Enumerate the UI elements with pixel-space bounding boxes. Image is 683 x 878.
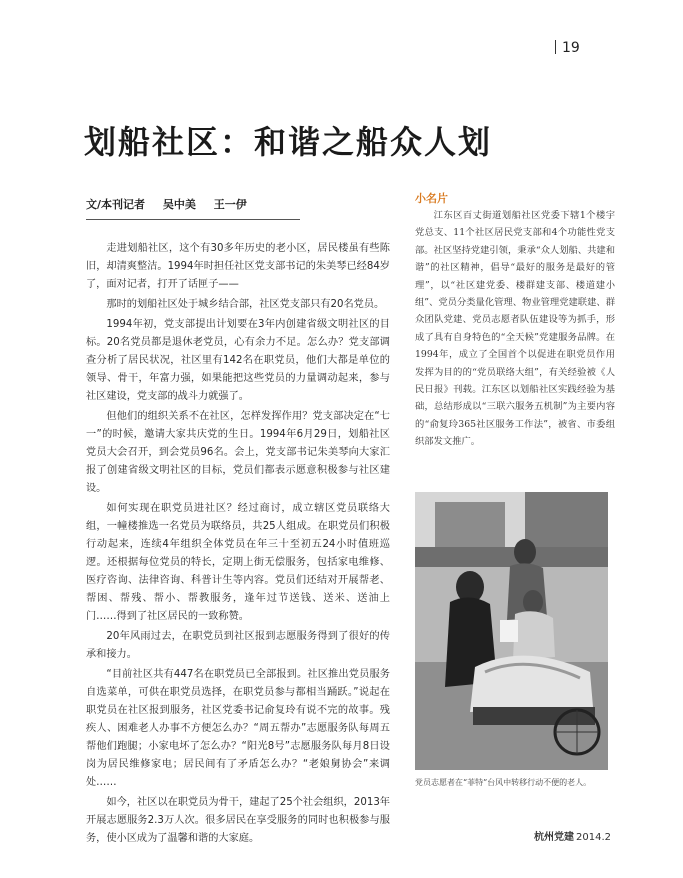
article-paragraph: “目前社区共有447名在职党员已全部报到。社区推出党员服务自选菜单，可供在职党员选择，在职党员参与都相当踊跃。”说起在职党员在社区报到服务，社区党委书记俞复玲有说不完的故事。残疾人、困难老人办事不方便怎么办？“周五帮办”志愿服务队每周五帮他们跑腿；小家电坏了怎么办？“阳光8号”志愿服务队每月8日设岗为居民维修家电；居民间有了矛盾怎么办？“老娘舅协会”来调处…… [86, 669, 390, 788]
magazine-brand: 杭州党建 [534, 832, 574, 843]
article-photo [415, 492, 608, 770]
byline-label: 文/本刊记者 [86, 198, 146, 211]
byline-author: 王一伊 [213, 198, 247, 211]
page-number-divider [555, 40, 556, 54]
byline-author: 吴中美 [162, 198, 196, 211]
sidebar-heading: 小名片 [415, 192, 448, 205]
article-paragraph: 1994年初，党支部提出计划要在3年内创建省级文明社区的目标。20名党员都是退休老党员，心有余力不足。怎么办？党支部调查分析了居民状况，社区里有142名在职党员，他们大都是单位的领导、骨干，年富力强，如果能把这些党员的力量调动起来，参与社区建设，党支部的战斗力就强了。 [86, 319, 390, 402]
article-paragraph: 但他们的组织关系不在社区，怎样发挥作用？党支部决定在“七一”的时候，邀请大家共庆党的生日。1994年6月29日，划船社区党员大会召开，到会党员96名。会上，党支部书记朱美琴向大家汇报了创建省级文明社区的目标，党员们都表示愿意积极参与社区建设。 [86, 411, 390, 494]
article-title: 划船社区：和谐之船众人划 [84, 123, 493, 161]
issue-number: 2014.2 [576, 832, 611, 843]
sidebar-body [415, 207, 615, 451]
article-body [86, 240, 390, 850]
article-paragraph: 如今，社区以在职党员为骨干，建起了25个社会组织，2013年开展志愿服务2.3万人次。很多居民在享受服务的同时也积极参与服务，使小区成为了温馨和谐的大家庭。 [86, 797, 390, 844]
byline-rule [86, 219, 300, 220]
article-paragraph: 走进划船社区，这个有30多年历史的老小区，居民楼虽有些陈旧，却清爽整洁。1994年时担任社区党支部书记的朱美琴已经84岁了，面对记者，打开了话匣子—— [86, 243, 390, 290]
photo-caption: 党员志愿者在“菲特”台风中转移行动不便的老人。 [415, 778, 592, 787]
photo-illustration [415, 492, 608, 770]
page-number-text: 19 [562, 40, 580, 56]
footer [534, 828, 611, 843]
article-paragraph: 那时的划船社区处于城乡结合部，社区党支部只有20名党员。 [106, 299, 385, 310]
article-paragraph: 20年风雨过去，在职党员到社区报到志愿服务得到了很好的传承和接力。 [86, 631, 390, 660]
article-paragraph: 如何实现在职党员进社区？经过商讨，成立辖区党员联络大组，一幢楼推选一名党员为联络员，共25人组成。在职党员们积极行动起来，连续4年组织全体党员在年三十至初五24小时值班巡逻。还根据每位党员的特长，定期上街无偿服务，包括家电维修、医疗咨询、法律咨询、科普计生等内容。党员们还结对开展帮老、帮困、帮残、帮小、帮教服务，逢年过节送钱、送米、送油上门……得到了社区居民的一致称赞。 [86, 503, 390, 622]
page-number [555, 40, 580, 56]
sidebar-paragraph: 江东区百丈街道划船社区党委下辖1个楼宇党总支、11个社区居民党支部和4个功能性党支部。社区坚持党建引领，秉承“众人划船、共建和谐”的社区精神，倡导“最好的服务是最好的管理”，以“社区建党委、楼群建支部、楼道建小组”、党员分类量化管理、物业管理党建联建、群众团队党建、党员志愿者队伍建设等为抓手，形成了具有自身特色的“全天候”党建服务品牌。在1994年，成立了全国首个以促进在职党员作用发挥为目的的“党员联络大组”，有关经验被《人民日报》刊载。江东区以划船社区实践经验为基础，总结形成以“三联六服务五机制”为主要内容的“俞复玲365社区服务工作法”，被省、市委组织部发文推广。 [415, 210, 615, 448]
byline [86, 196, 261, 212]
